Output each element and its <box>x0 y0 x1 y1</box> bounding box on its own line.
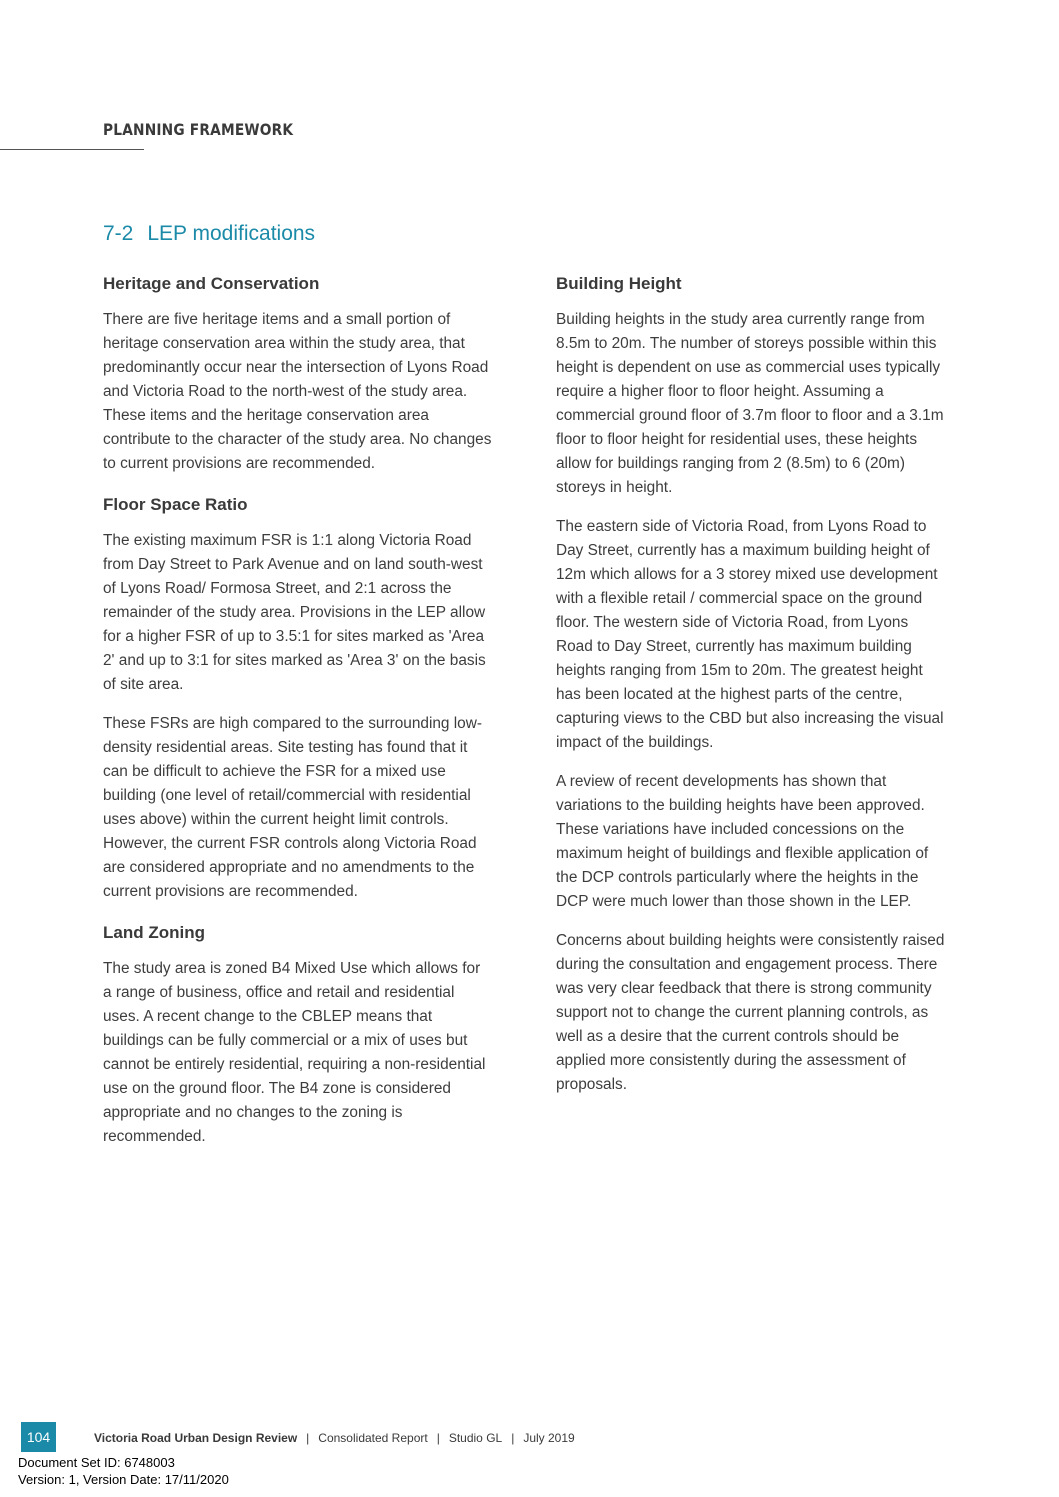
paragraph-height-3: A review of recent developments has shown that variations to the building heights have been approved. These variations have included concessions on the maximum height of buildings and flexible application of the DCP controls particularly where the heights in the DCP were much lower than those shown in the LEP. <box>556 773 929 910</box>
paragraph-height-2: The eastern side of Victoria Road, from Lyons Road to Day Street, currently has a maximum building height of 12m which allows for a 3 storey mixed use development with a flexible retail / commercial space on the ground floor. The western side of Victoria Road, from Lyons Road to Day Street, currently has maximum building heights ranging from 15m to 20m. The greatest height has been located at the highest parts of the centre, capturing views to the CBD but also increasing the visual impact of the buildings. <box>556 518 944 751</box>
paragraph-fsr-2: These FSRs are high compared to the surrounding low-density residential areas. Site testing has found that it can be difficult to achieve the FSR for a mixed use building (one level of retail/commercial with residential uses above) within the current height limit controls. However, the current FSR controls along Victoria Road are considered appropriate and no amendments to the current provisions are recommended. <box>103 715 482 900</box>
document-meta <box>18 1454 229 1488</box>
heading-fsr: Floor Space Ratio <box>103 495 248 514</box>
document-set-id: Document Set ID: 6748003 <box>18 1455 175 1470</box>
section-header-label: PLANNING FRAMEWORK <box>103 120 294 139</box>
paragraph-height-4: Concerns about building heights were consistently raised during the consultation and engagement process. There was very clear feedback that there is strong community support not to change the current planning controls, as well as a desire that the current controls should be applied more consistently during the assessment of proposals. <box>556 932 945 1093</box>
paragraph-height-1: Building heights in the study area currently range from 8.5m to 20m. The number of storeys possible within this height is dependent on use as commercial uses typically require a higher floor to floor height. Assuming a commercial ground floor of 3.7m floor to floor and a 3.1m floor to floor height for residential uses, these heights allow for buildings ranging from 2 (8.5m) to 6 (20m) storeys in height. <box>556 311 944 496</box>
footer-author: Studio GL <box>448 1431 503 1445</box>
footer-report-title: Victoria Road Urban Design Review <box>94 1431 298 1445</box>
footer-separator: | <box>436 1431 440 1445</box>
section-number: 7-2 <box>103 222 134 245</box>
left-column <box>103 270 493 1164</box>
footer-report-type: Consolidated Report <box>318 1431 428 1445</box>
footer-separator: | <box>511 1431 515 1445</box>
footer-date: July 2019 <box>523 1431 575 1445</box>
paragraph-land-zoning: The study area is zoned B4 Mixed Use which allows for a range of business, office and retail and residential uses. A recent change to the CBLEP means that buildings can be fully commercial or a mix of uses but cannot be entirely residential, requiring a non-residential use on the ground floor. The B4 zone is considered appropriate and no changes to the zoning is recommended. <box>103 960 486 1145</box>
paragraph-heritage: There are five heritage items and a small portion of heritage conservation area within the study area, that predominantly occur near the intersection of Lyons Road and Victoria Road to the north-west of the study area. These items and the heritage conservation area contribute to the character of the study area. No changes to current provisions are recommended. <box>103 311 492 472</box>
header-divider <box>0 149 144 150</box>
heading-building-height: Building Height <box>556 274 682 293</box>
section-title-text: LEP modifications <box>147 222 316 245</box>
footer-text <box>94 1431 575 1445</box>
section-title <box>103 222 315 246</box>
heading-land-zoning: Land Zoning <box>103 923 205 942</box>
paragraph-fsr-1: The existing maximum FSR is 1:1 along Victoria Road from Day Street to Park Avenue and on land south-west of Lyons Road/ Formosa Street, and 2:1 across the remainder of the study area. Provisions in the LEP allow for a higher FSR of up to 3.5:1 for sites marked as 'Area 2' and up to 3:1 for sites marked as 'Area 3' on the basis of site area. <box>103 532 486 693</box>
footer-separator: | <box>306 1431 310 1445</box>
right-column <box>556 270 946 1112</box>
document-version: Version: 1, Version Date: 17/11/2020 <box>18 1472 229 1487</box>
page-number-badge: 104 <box>21 1422 56 1452</box>
heading-heritage: Heritage and Conservation <box>103 274 320 293</box>
